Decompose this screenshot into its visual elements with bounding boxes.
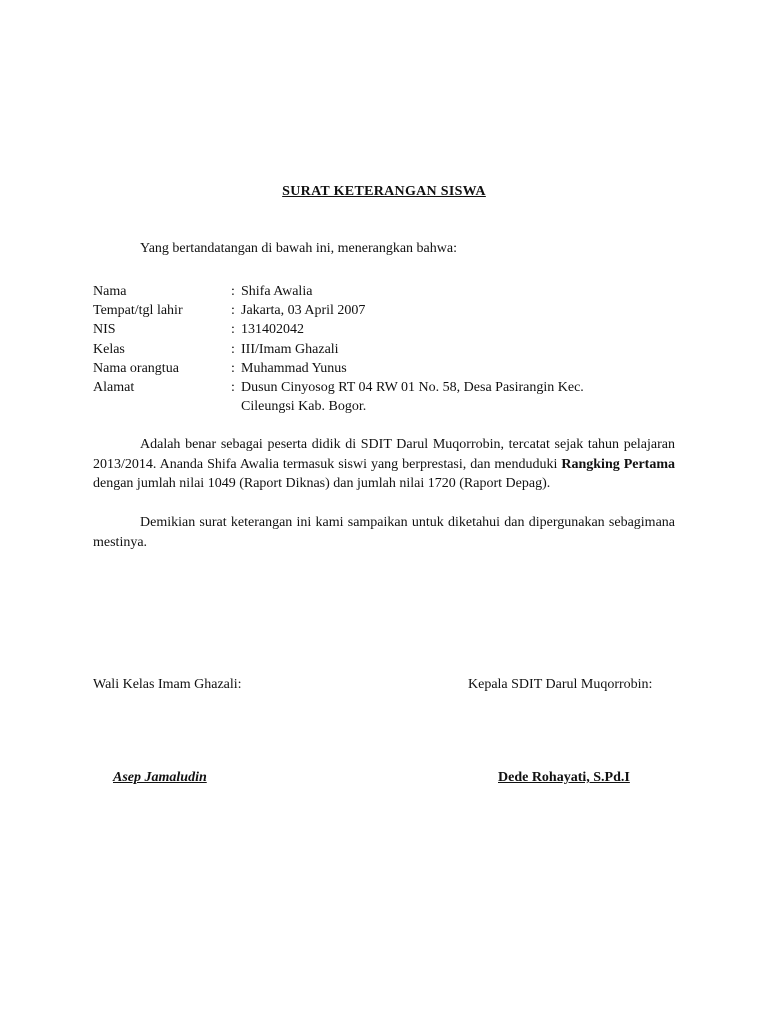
field-row-nis [93,320,683,339]
field-value: Dusun Cinyosog RT 04 RW 01 No. 58, Desa Pasirangin Kec. [241,379,584,395]
intro-text: Yang bertandatangan di bawah ini, menerangkan bahwa: [140,241,457,256]
field-colon: : [231,322,235,338]
field-row-alamat [93,378,683,416]
signatory-name-right: Dede Rohayati, S.Pd.I [498,770,630,785]
field-value-continuation: Cileungsi Kab. Bogor. [241,399,367,415]
body-paragraph-2: Demikian surat keterangan ini kami sampaikan untuk diketahui dan dipergunakan sebagimana mestinya. [93,515,675,550]
student-info-fields [93,282,683,416]
field-label: Nama [93,284,127,299]
field-label: NIS [93,322,116,338]
field-row-nama [93,282,683,301]
field-row-kelas [93,340,683,359]
paragraph-text: dengan jumlah nilai 1049 (Raport Diknas) dan jumlah nilai 1720 (Raport Depag). [93,476,551,491]
field-row-nama-orangtua [93,359,683,378]
field-value: III/Imam Ghazali [241,341,339,357]
field-label: Alamat [93,379,135,395]
field-value: Shifa Awalia [241,284,313,299]
field-row-tempat-tgl-lahir [93,301,683,320]
field-value: 131402042 [241,322,304,338]
field-colon: : [231,303,235,319]
field-colon: : [231,284,235,299]
field-colon: : [231,341,235,357]
field-label: Nama orangtua [93,360,179,376]
field-colon: : [231,379,235,395]
signature-title-right: Kepala SDIT Darul Muqorrobin: [468,677,653,692]
field-value: Muhammad Yunus [241,360,347,376]
paragraph-text: Adalah benar sebagai peserta didik di SDIT Darul Muqorrobin, tercatat sejak tahun pelajaran 2013/2014. Ananda Shifa Awalia termasuk siswi yang berprestasi, dan menduduki [93,437,675,472]
field-value: Jakarta, 03 April 2007 [241,303,366,319]
signature-title-left: Wali Kelas Imam Ghazali: [93,677,242,692]
field-label: Kelas [93,341,125,357]
field-label: Tempat/tgl lahir [93,303,183,319]
ranking-highlight: Rangking Pertama [561,456,675,472]
body-paragraph-1 [93,435,675,494]
field-colon: : [231,360,235,376]
document-title: SURAT KETERANGAN SISWA [282,184,486,199]
signatory-name-left: Asep Jamaludin [113,770,207,785]
